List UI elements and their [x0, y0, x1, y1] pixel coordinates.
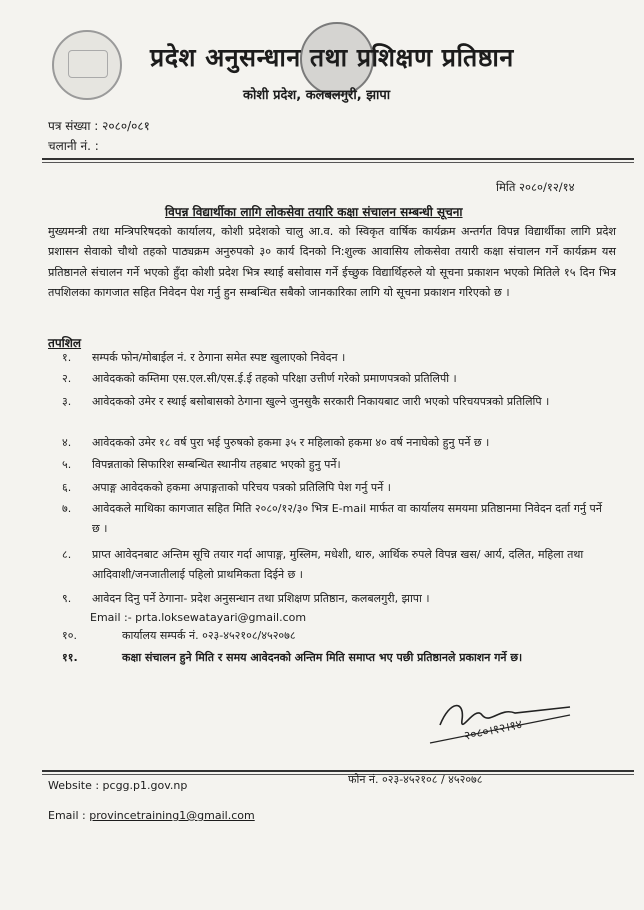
footer-website: Website : pcgg.p1.gov.np [48, 779, 188, 792]
list-item-text: आवेदकको उमेर र स्थाई बसोबासको ठेगाना खुल्ने जुनसुकै सरकारी निकायबाट जारी भएको परिचयपत्रको प्रतिलिपि । [92, 395, 550, 408]
header-divider-thin [42, 162, 634, 163]
footer-divider-thin [42, 774, 634, 775]
list-item-number: ११. [62, 651, 78, 664]
application-email: Email :- prta.loksewatayari@gmail.com [90, 611, 307, 624]
notice-date: मिति २०८०/१२/१४ [496, 180, 575, 194]
list-item-number: ४. [62, 436, 72, 449]
footer-email [48, 809, 255, 822]
list-item-text: आवेदकले माथिका कागजात सहित मिति २०८०/१२/३० भित्र E-mail मार्फत वा कार्यालय समयमा प्रतिष्ठानमा निवेदन दर्ता गर्नु पर्ने छ । [92, 502, 602, 535]
list-item-number: १. [62, 351, 72, 364]
list-item-text: अपाङ्ग आवेदकको हकमा अपाङ्गताको परिचय पत्रको प्रतिलिपि पेश गर्नु पर्ने । [92, 481, 391, 494]
notice-title: विपन्न विद्यार्थीका लागि लोकसेवा तयारि कक्षा संचालन सम्बन्धी सूचना [165, 205, 463, 219]
footer-phone: फोन नं. ०२३-४५२१०८ / ४५२०७८ [348, 773, 483, 786]
organization-address: कोशी प्रदेश, कलबलगुरी, झापा [243, 88, 391, 103]
list-item-text: प्राप्त आवेदनबाट अन्तिम सूचि तयार गर्दा आपाङ्ग, मुस्लिम, मधेशी, थारु, आर्थिक रुपले विपन्न खस/ आर्य, दलित, महिला तथा आदिवाशी/जनजातीलाई पहिलो प्राथमिकता दिईने छ । [92, 548, 584, 581]
footer-email-link[interactable]: provincetraining1@gmail.com [89, 809, 255, 822]
schedule-heading: तपशिल [48, 336, 82, 350]
signature [420, 695, 600, 755]
list-item-text: आवेदन दिनु पर्ने ठेगाना- प्रदेश अनुसन्धान तथा प्रशिक्षण प्रतिष्ठान, कलबलगुरी, झापा । [92, 592, 430, 605]
list-item-number: ५. [62, 458, 72, 471]
header-divider [42, 158, 634, 160]
list-item-text: सम्पर्क फोन/मोबाईल नं. र ठेगाना समेत स्पष्ट खुलाएको निवेदन । [92, 351, 346, 364]
dispatch-number: चलानी नं. : [48, 139, 99, 153]
list-item-text: आवेदकको कम्तिमा एस.एल.सी/एस.ई.ई तहको परिक्षा उत्तीर्ण गरेको प्रमाणपत्रको प्रतिलिपी । [92, 372, 457, 385]
list-item-number: २. [62, 372, 72, 385]
list-item-text: आवेदकको उमेर १८ वर्ष पुरा भई पुरुषको हकमा ३५ र महिलाको हकमा ४० वर्ष ननाघेको हुनु पर्ने छ । [92, 436, 490, 449]
list-item-text: कार्यालय सम्पर्क नं. ०२३-४५२१०८/४५२०७८ [122, 629, 296, 642]
signature-date: २०८०।१२।१४ [462, 716, 524, 743]
list-item-number: ८. [62, 548, 72, 561]
list-item-number: ३. [62, 395, 72, 408]
list-item-number: ६. [62, 481, 72, 494]
footer-divider [42, 770, 634, 772]
footer-email-label: Email : [48, 809, 90, 822]
list-item-number: ७. [62, 502, 72, 515]
list-item-number: १०. [62, 629, 77, 642]
notice-body: मुख्यमन्त्री तथा मन्त्रिपरिषदको कार्यालय, कोशी प्रदेशको चालु आ.व. को स्विकृत वार्षिक कार्यक्रम अन्तर्गत विपन्न विद्यार्थीका लागि प्रदेश प्रशासन सेवाको चौथो तहको पाठ्यक्रम अनुरुपको ३० कार्य दिनको नि:शुल्क आवासिय लोकसेवा तयारी कक्षा संचालन गर्ने कार्यक्रम यस प्रतिष्ठानले संचालन गर्ने भएको हुँदा कोशी प्रदेश भित्र स्थाई बसोवास गर्ने ईच्छुक विद्यार्थिहरुले यो सूचना प्रकाशन भएको मितिले १५ दिन भित्र तपशिलका कागजात सहित निवेदन पेश गर्नु हुन सम्बन्धित सबैको जानकारिका लागि यो सूचना प्रकाशन गरिएको छ । [48, 225, 617, 300]
list-item-number: ९. [62, 592, 72, 605]
list-item-text: कक्षा संचालन हुने मिति र समय आवेदनको अन्तिम मिति समाप्त भए पछी प्रतिष्ठानले प्रकाशन गर्ने छ। [122, 651, 523, 664]
province-emblem-logo [52, 30, 122, 100]
list-item-text: विपन्नताको सिफारिश सम्बन्धित स्थानीय तहबाट भएको हुनु पर्ने। [92, 458, 341, 471]
reference-number: पत्र संख्या : २०८०/०८१ [48, 119, 150, 133]
organization-title: प्रदेश अनुसन्धान तथा प्रशिक्षण प्रतिष्ठान [150, 43, 514, 72]
